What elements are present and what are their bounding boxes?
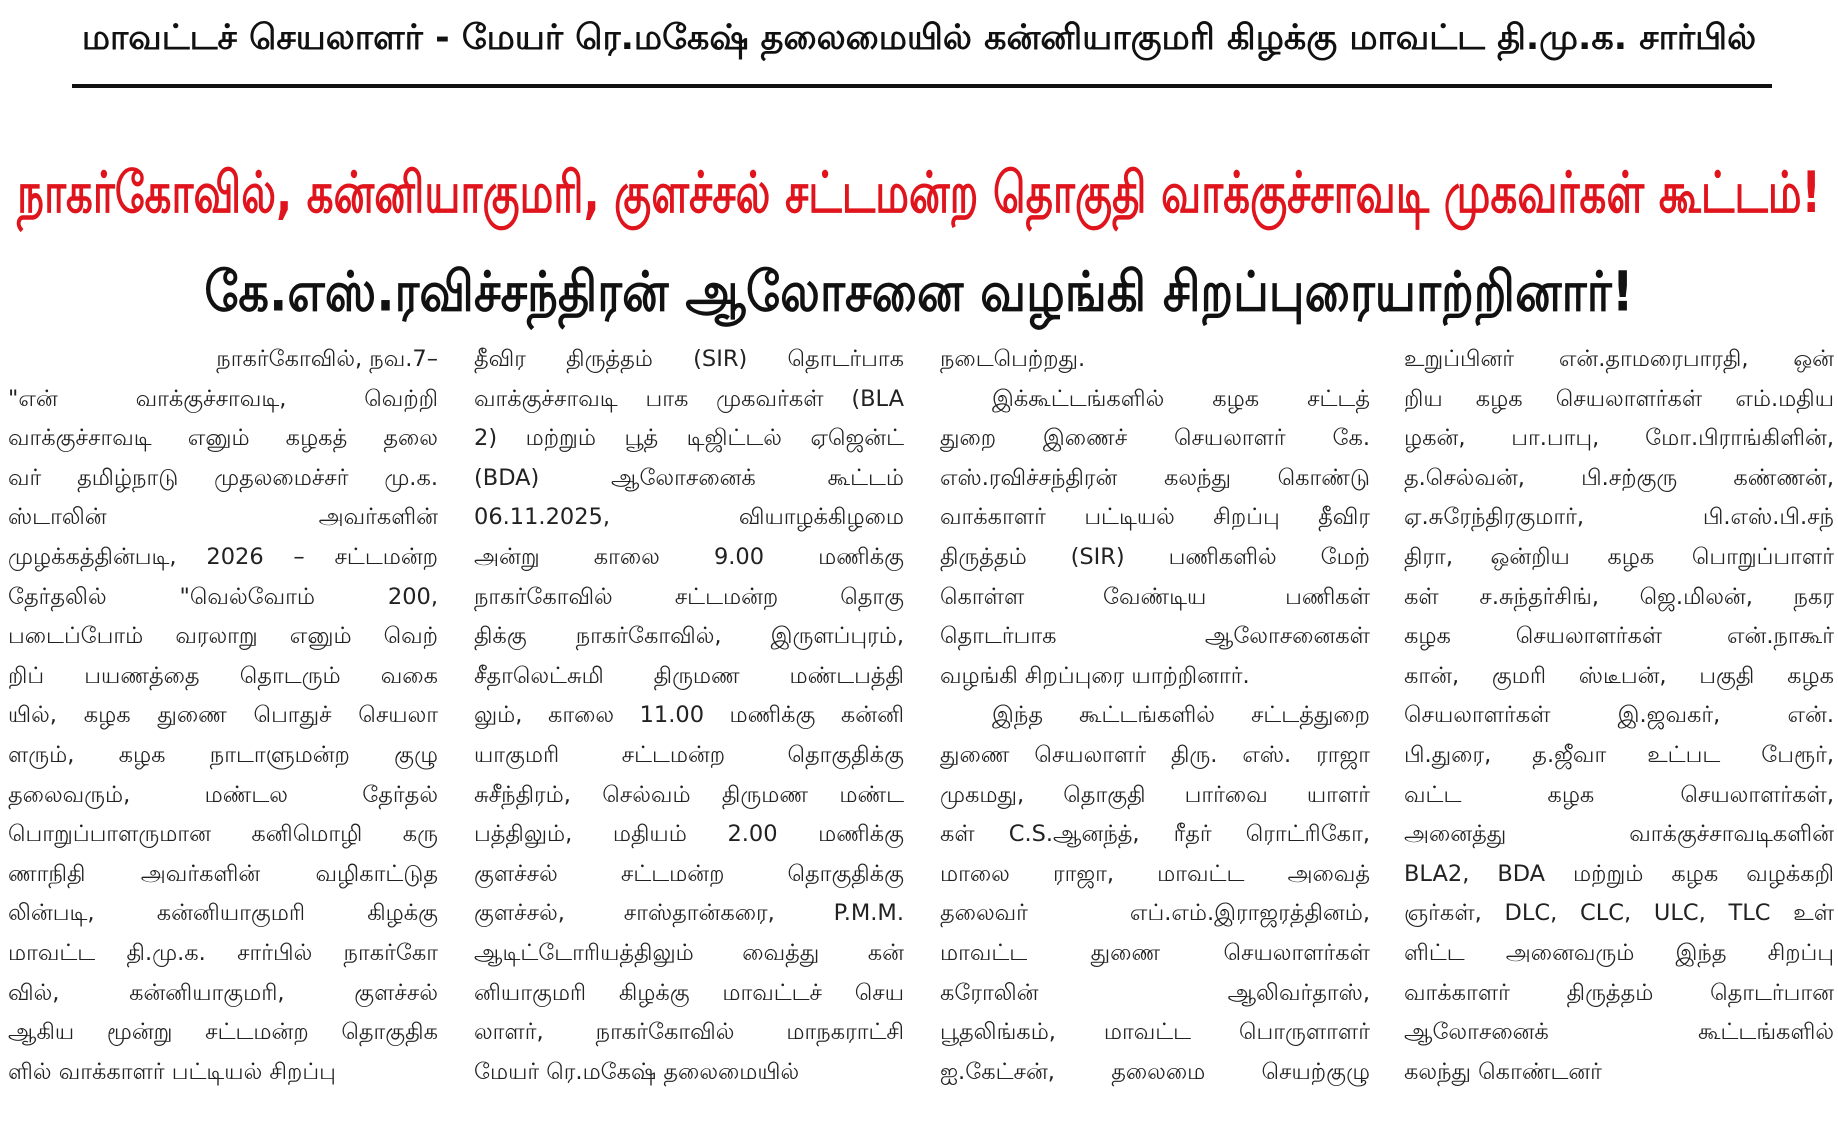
- text-line: செயலாளர்கள் இ.ஜவகர், என்.: [1404, 702, 1834, 729]
- text-line: துணை செயலாளர் திரு. எஸ். ராஜா: [940, 741, 1370, 768]
- article-column-2: [474, 340, 904, 1092]
- text-line: 06.11.2025, வியாழக்கிழமை: [474, 504, 904, 531]
- text-line: ஸ்டாலின் அவர்களின்: [8, 504, 438, 531]
- text-line: னியாகுமரி கிழக்கு மாவட்டச் செய: [474, 979, 904, 1006]
- text-line: அனைத்து வாக்குச்சாவடிகளின்: [1404, 821, 1834, 848]
- text-line: "என் வாக்குச்சாவடி, வெற்றி: [8, 385, 438, 412]
- subheadline: கே.எஸ்.ரவிச்சந்திரன் ஆலோசனை வழங்கி சிறப்புரையாற்றினார்!: [204, 260, 1634, 325]
- text-line: ளில் வாக்காளர் பட்டியல் சிறப்பு: [8, 1058, 336, 1085]
- text-line: கரோலின் ஆலிவர்தாஸ்,: [940, 979, 1370, 1006]
- text-line: வாக்குச்சாவடி பாக முகவர்கள் (BLA: [474, 385, 904, 412]
- text-line: இக்கூட்டங்களில் கழக சட்டத்: [992, 385, 1370, 412]
- text-line: திக்கு நாகர்கோவில், இருளப்புரம்,: [474, 623, 904, 650]
- text-line: தொடர்பாக ஆலோசனைகள்: [940, 623, 1370, 650]
- text-line: ளரும், கழக நாடாளுமன்ற குழு: [8, 741, 438, 768]
- text-line: (BDA) ஆலோசனைக் கூட்டம்: [474, 464, 904, 491]
- text-line: மாலை ராஜா, மாவட்ட அவைத்: [940, 860, 1370, 887]
- text-line: தேர்தலில் "வெல்வோம் 200,: [8, 583, 438, 610]
- text-line: நாகர்கோவில், நவ.7–: [216, 346, 438, 372]
- text-line: ழகன், பா.பாபு, மோ.பிராங்கிளின்,: [1404, 425, 1834, 452]
- text-line: பி.துரை, த.ஜீவா உட்பட பேரூர்,: [1404, 741, 1834, 768]
- text-line: ளிட்ட அனைவரும் இந்த சிறப்பு: [1404, 939, 1834, 966]
- text-line: த.செல்வன், பி.சற்குரு கண்ணன்,: [1404, 464, 1834, 491]
- text-line: குளச்சல் சட்டமன்ற தொகுதிக்கு: [474, 860, 904, 887]
- text-line: முழக்கத்தின்படி, 2026 – சட்டமன்ற: [8, 543, 438, 570]
- text-line: வாக்காளர் திருத்தம் தொடர்பான: [1404, 979, 1834, 1006]
- text-line: மாவட்ட தி.மு.க. சார்பில் நாகர்கோ: [8, 939, 438, 966]
- text-line: திருத்தம் (SIR) பணிகளில் மேற்: [940, 543, 1370, 570]
- text-line: 2) மற்றும் பூத் டிஜிட்டல் ஏஜென்ட்: [474, 425, 904, 452]
- text-line: தலைவரும், மண்டல தேர்தல்: [8, 781, 438, 808]
- text-line: படைப்போம் வரலாறு எனும் வெற்: [8, 623, 438, 650]
- headline: நாகர்கோவில், கன்னியாகுமரி, குளச்சல் சட்டமன்ற தொகுதி வாக்குச்சாவடி முகவர்கள் கூட்டம்!: [17, 159, 1821, 226]
- article-column-1: [8, 340, 438, 1092]
- text-line: எஸ்.ரவிச்சந்திரன் கலந்து கொண்டு: [940, 464, 1370, 491]
- text-line: கொள்ள வேண்டிய பணிகள்: [940, 583, 1370, 610]
- text-line: அன்று காலை 9.00 மணிக்கு: [474, 543, 904, 570]
- text-line: யில், கழக துணை பொதுச் செயலா: [8, 702, 438, 729]
- text-line: ஆகிய மூன்று சட்டமன்ற தொகுதிக: [8, 1019, 438, 1046]
- text-line: லும், காலை 11.00 மணிக்கு கன்னி: [474, 702, 904, 729]
- text-line: சீதாலெட்சுமி திருமண மண்டபத்தி: [474, 662, 904, 689]
- text-line: றிப் பயணத்தை தொடரும் வகை: [8, 662, 438, 689]
- article-body: [8, 340, 1832, 1126]
- text-line: குளச்சல், சாஸ்தான்கரை, P.M.M.: [474, 900, 904, 927]
- text-line: நாகர்கோவில் சட்டமன்ற தொகு: [474, 583, 904, 610]
- text-line: ணாநிதி அவர்களின் வழிகாட்டுத: [8, 860, 438, 887]
- text-line: திரா, ஒன்றிய கழக பொறுப்பாளர்: [1404, 543, 1834, 570]
- text-line: லின்படி, கன்னியாகுமரி கிழக்கு: [8, 900, 438, 927]
- text-line: ஞர்கள், DLC, CLC, ULC, TLC உள்: [1404, 900, 1834, 927]
- text-line: வழங்கி சிறப்புரை யாற்றினார்.: [940, 662, 1250, 689]
- article-column-3: [940, 340, 1370, 1092]
- text-line: வாக்குச்சாவடி எனும் கழகத் தலை: [8, 425, 438, 452]
- text-line: லாளர், நாகர்கோவில் மாநகராட்சி: [474, 1019, 904, 1046]
- text-line: வர் தமிழ்நாடு முதலமைச்சர் மு.க.: [8, 464, 438, 491]
- text-line: பொறுப்பாளருமான கனிமொழி கரு: [8, 821, 438, 848]
- text-line: மேயர் ரெ.மகேஷ் தலைமையில்: [474, 1058, 800, 1085]
- text-line: யாகுமரி சட்டமன்ற தொகுதிக்கு: [474, 741, 904, 768]
- text-line: தலைவர் எப்.எம்.இராஜரத்தினம்,: [940, 900, 1370, 927]
- text-line: றிய கழக செயலாளர்கள் எம்.மதிய: [1404, 385, 1834, 412]
- text-line: துறை இணைச் செயலாளர் கே.: [940, 425, 1370, 452]
- text-line: கலந்து கொண்டனர்: [1404, 1058, 1602, 1085]
- text-line: முகமது, தொகுதி பார்வை யாளர்: [940, 781, 1370, 808]
- text-line: சுசீந்திரம், செல்வம் திருமண மண்ட: [474, 781, 904, 808]
- text-line: BLA2, BDA மற்றும் கழக வழக்கறி: [1404, 860, 1834, 887]
- text-line: வாக்காளர் பட்டியல் சிறப்பு தீவிர: [940, 504, 1370, 531]
- text-line: உறுப்பினர் என்.தாமரைபாரதி, ஒன்: [1404, 346, 1834, 372]
- text-line: நடைபெற்றது.: [940, 346, 1086, 372]
- text-line: கள் C.S.ஆனந்த், ரீதர் ரொட்ரிகோ,: [940, 821, 1370, 848]
- text-line: கள் ச.சுந்தர்சிங், ஜெ.மிலன், நகர: [1404, 583, 1834, 610]
- article-column-4: [1404, 340, 1834, 1092]
- text-line: கான், குமரி ஸ்டீபன், பகுதி கழக: [1404, 662, 1834, 689]
- text-line: ஆடிட்டோரியத்திலும் வைத்து கன்: [474, 939, 904, 966]
- text-line: வில், கன்னியாகுமரி, குளச்சல்: [8, 979, 438, 1006]
- text-line: ஏ.சுரேந்திரகுமார், பி.எஸ்.பி.சந்: [1404, 504, 1834, 531]
- text-line: பத்திலும், மதியம் 2.00 மணிக்கு: [474, 821, 904, 848]
- text-line: தீவிர திருத்தம் (SIR) தொடர்பாக: [474, 346, 904, 372]
- text-line: இந்த கூட்டங்களில் சட்டத்துறை: [992, 702, 1370, 729]
- text-line: கழக செயலாளர்கள் என்.நாகூர்: [1404, 623, 1834, 650]
- kicker-line: மாவட்டச் செயலாளர் - மேயர் ரெ.மகேஷ் தலைமையில் கன்னியாகுமரி கிழக்கு மாவட்ட தி.மு.க. சார்பில்: [81, 18, 1757, 58]
- text-line: ஐ.கேட்சன், தலைமை செயற்குழு: [940, 1058, 1370, 1085]
- text-line: மாவட்ட துணை செயலாளர்கள்: [940, 939, 1370, 966]
- kicker-underline: [72, 84, 1772, 88]
- text-line: ஆலோசனைக் கூட்டங்களில்: [1404, 1019, 1834, 1046]
- text-line: வட்ட கழக செயலாளர்கள்,: [1404, 781, 1834, 808]
- text-line: பூதலிங்கம், மாவட்ட பொருளாளர்: [940, 1019, 1370, 1046]
